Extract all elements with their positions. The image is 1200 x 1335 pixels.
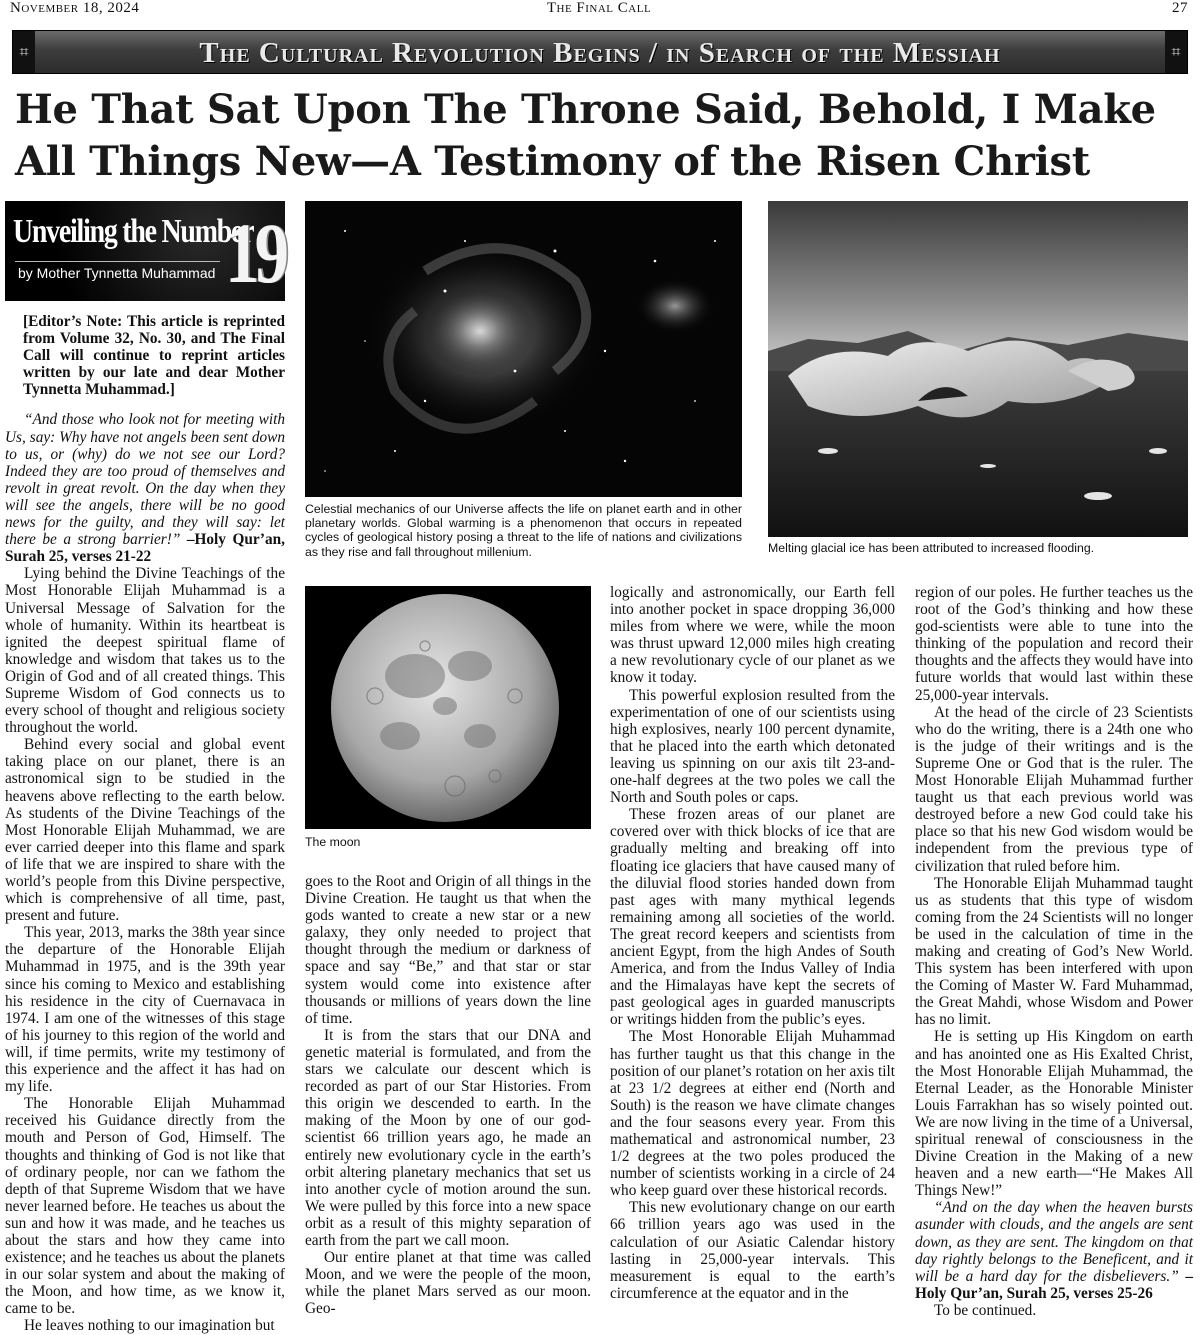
headline-line-2: All Things New—A Testimony of the Risen Christ xyxy=(15,138,1090,185)
paragraph: He leaves nothing to our imagination but xyxy=(24,1317,275,1335)
issue-date: November 18, 2024 xyxy=(10,0,140,16)
banner-ornament-right: ⌗ xyxy=(1165,31,1187,73)
closing-quote xyxy=(915,1199,1193,1302)
paragraph: This new evolutionary change on our earth 66 trillion years ago was used in the calculation of our Asiatic Calendar history lasting in 25,000-year intervals. This measurement is equal to the earth’s circumference at the equator and in the xyxy=(610,1199,895,1302)
banner-ornament-left: ⌗ xyxy=(13,31,35,73)
paragraph: The Honorable Elijah Muhammad taught us as students that this type of wisdom coming from the 24 Scientists will no longer be used in the calculation of time in the making and creating of God’s New World. This system has been interfered with upon the Coming of Master W. Fard Muhammad, the Great Mahdi, whose Wisdom and Power has no limit. xyxy=(915,874,1193,1029)
folio-line xyxy=(10,0,1188,18)
galaxy-icon xyxy=(305,201,742,497)
paragraph: He is setting up His Kingdom on earth and has anointed one as His Exalted Christ, the Most Honorable Elijah Muhammad, the Eternal Leader, as the Honorable Minister Louis Farrakhan has so wisely pointed out. We are now living in the time of a Universal, spiritual renewal of consciousness in the Divine Creation in the Making of a new heaven and a new earth—“He Makes All Things New!” xyxy=(915,1028,1193,1200)
column-3 xyxy=(610,584,895,1302)
glacier-icon xyxy=(768,201,1188,537)
paragraph: goes to the Root and Origin of all things in the Divine Creation. He taught us that when the gods wanted to create a new star or a new galaxy, they only needed to project that thought through the medium or darkness of space and say “Be,” and that star or star system would come into existence after thousands or millions of years down the line of time. xyxy=(305,873,591,1027)
column-logo xyxy=(5,201,285,301)
headline-line-1: He That Sat Upon The Throne Said, Behold, I Make xyxy=(15,86,1156,133)
banner-title: The Cultural Revolution Begins / in Search of the Messiah xyxy=(199,37,1001,69)
opening-quote-text: “And those who look not for meeting with Us, say: Why have not angels been sent down to us, or (why) do we not see our Lord? Indeed they are too proud of themselves and revolt in great revolt. On the day when they will see the angels, there will be no good news for the guilty, and they will say: let there be a strong barrier!” xyxy=(5,411,285,549)
glacier-photo xyxy=(768,201,1188,537)
paragraph: Lying behind the Divine Teachings of the Most Honorable Elijah Muhammad is a Universal Message of Salvation for the whole of humanity. Within its heartbeat is ignited the deepest spiritual flame of knowledge and wisdom that takes us to the Origin of God and of all created things. This Supreme Wisdom of God connects us to every school of thought and religious society throughout the world. xyxy=(5,565,285,737)
opening-quote xyxy=(5,411,285,565)
section-banner xyxy=(12,30,1188,74)
closing-quote-text: “And on the day when the heaven bursts asunder with clouds, and the angels are sent down, as they are sent. The kingdom on that day rightly belongs to the Beneficent, and it will be a hard day for the disbelievers.” xyxy=(915,1199,1193,1285)
paragraph: logically and astronomically, our Earth fell into another pocket in space dropping 36,000 miles from where we were, while the moon was thrust upward 12,000 miles high creating a new revolutionary cycle of our planet as we know it today. xyxy=(610,584,895,687)
paragraph: This powerful explosion resulted from the experimentation of one of our scientists using high explosives, nearly 100 percent dynamite, that he placed into the earth which detonated leaving us spinning on our axis tilt 23-and-one-half degrees at the two poles we call the North and South poles or caps. xyxy=(610,686,895,807)
paragraph: At the head of the circle of 23 Scientists who do the writing, there is a 24th one who is the judge of their writings and is the Supreme One or God that is the ruler. The Most Honorable Elijah Muhammad further taught us that each previous world was destroyed before a new God could take his place so that his new God wisdom would be independent from the previous type of civilization that ruled before him. xyxy=(915,703,1193,875)
column-4 xyxy=(915,584,1193,1319)
newspaper-name: The Final Call xyxy=(546,0,652,16)
page-number: 27 xyxy=(1172,0,1188,16)
editors-note: [Editor’s Note: This article is reprinted from Volume 32, No. 30, and The Final Call will continue to reprint articles written by our late and dear Mother Tynnetta Muhammad.] xyxy=(23,313,285,399)
column-2 xyxy=(305,873,591,1317)
paragraph: The Most Honorable Elijah Muhammad has further taught us that this change in the position of our planet’s rotation on her axis tilt at 23 1/2 degrees at either end (North and South) is the reason we have climate changes and the four seasons every year. From this mathematical and astronomical number, 23 1/2 degrees at the two poles produced the number of scientists working in a circle of 24 who keep guard over these historical records. xyxy=(610,1028,895,1200)
paragraph: This year, 2013, marks the 38th year since the departure of the Honorable Elijah Muhammad in 1975, and is the 39th year since his coming to Mexico and establishing his residence in the city of Cuernavaca in 1974. I am one of the witnesses of this stage of his journey to this region of the world and will, if time permits, write my testimony of this experience and the affect it has had on my life. xyxy=(5,924,285,1096)
paragraph: region of our poles. He further teaches us the root of the God’s thinking and how these god-scientists were able to tune into the thinking of the population and record their thoughts and the affects they would have into future worlds that would last within these 25,000-year intervals. xyxy=(915,584,1193,704)
paragraph: It is from the stars that our DNA and genetic material is formulated, and from the stars we calculate our descent which is recorded as part of our Star Histories. From this origin we descended to earth. In the making of the Moon by one of our god-scientist 66 trillion years ago, he made an entirely new evolutionary cycle in the earth’s orbit altering planetary mechanics that set us into another cycle of motion around the sun. We were pulled by this force into a new space orbit as a result of this mighty separation of earth from the part we call moon. xyxy=(305,1026,591,1249)
column-byline: by Mother Tynnetta Muhammad xyxy=(18,265,216,281)
logo-divider xyxy=(15,261,220,262)
moon-caption: The moon xyxy=(305,835,361,849)
to-be-continued: To be continued. xyxy=(934,1301,1037,1319)
paragraph: The Honorable Elijah Muhammad received his Guidance directly from the mouth and Person of God, Himself. The thoughts and thinking of God is not like that of ordinary people, nor can we fathom the depth of that Supreme Wisdom that we have never learned before. He teaches us about the sun and how it was made, and he teaches us about the stars and how they came into existence; and he teaches us about the planets in our solar system and about the making of the Moon, and how time, as we know it, came to be. xyxy=(5,1095,285,1318)
column-title: Unveiling the Number xyxy=(13,213,254,250)
closing-quote-source: –Holy Qur’an, Surah 25, verses 25-26 xyxy=(915,1267,1193,1302)
paragraph: Our entire planet at that time was called Moon, and we were the people of the moon, while the planet Mars served as our moon. Geo- xyxy=(305,1249,591,1318)
moon-photo xyxy=(305,586,591,829)
article-headline xyxy=(15,84,1187,188)
galaxy-photo xyxy=(305,201,742,497)
paragraph: Behind every social and global event taking place on our planet, there is an astronomical sign to be studied in the heavens above reflecting to the earth below. As students of the Divine Teachings of the Most Honorable Elijah Muhammad, we are ever carried deeper into this flame and spark of life that we are inspired to share with the world’s people from this Divine perspective, which is comprehensive of all time, past, present and future. xyxy=(5,736,285,925)
paragraph: These frozen areas of our planet are covered over with thick blocks of ice that are gradually melting and breaking off into floating ice glaciers that have caused many of the diluvial flood stories handed down from past ages with many mythical legends remaining among all societies of the world. The great record keepers and scientists from ancient Egypt, from the high Andes of South America, and from the Indus Valley of India and the Himalayas have kept the secrets of past geological ages in guarded manuscripts or writings hidden from the public’s eyes. xyxy=(610,806,895,1029)
column-number: 19 xyxy=(225,205,285,301)
opening-quote-source: –Holy Qur’an, Surah 25, verses 21-22 xyxy=(5,531,285,566)
column-1 xyxy=(5,313,285,1335)
glacier-caption: Melting glacial ice has been attributed to increased flooding. xyxy=(768,541,1095,555)
galaxy-caption: Celestial mechanics of our Universe affects the life on planet earth and in other planetary worlds. Global warming is a phenomenon that occurs in repeated cycles of geological history posing a threat to the life of nations and civilizations as they rise and fall throughout millenium. xyxy=(305,502,742,559)
moon-icon xyxy=(305,586,591,829)
